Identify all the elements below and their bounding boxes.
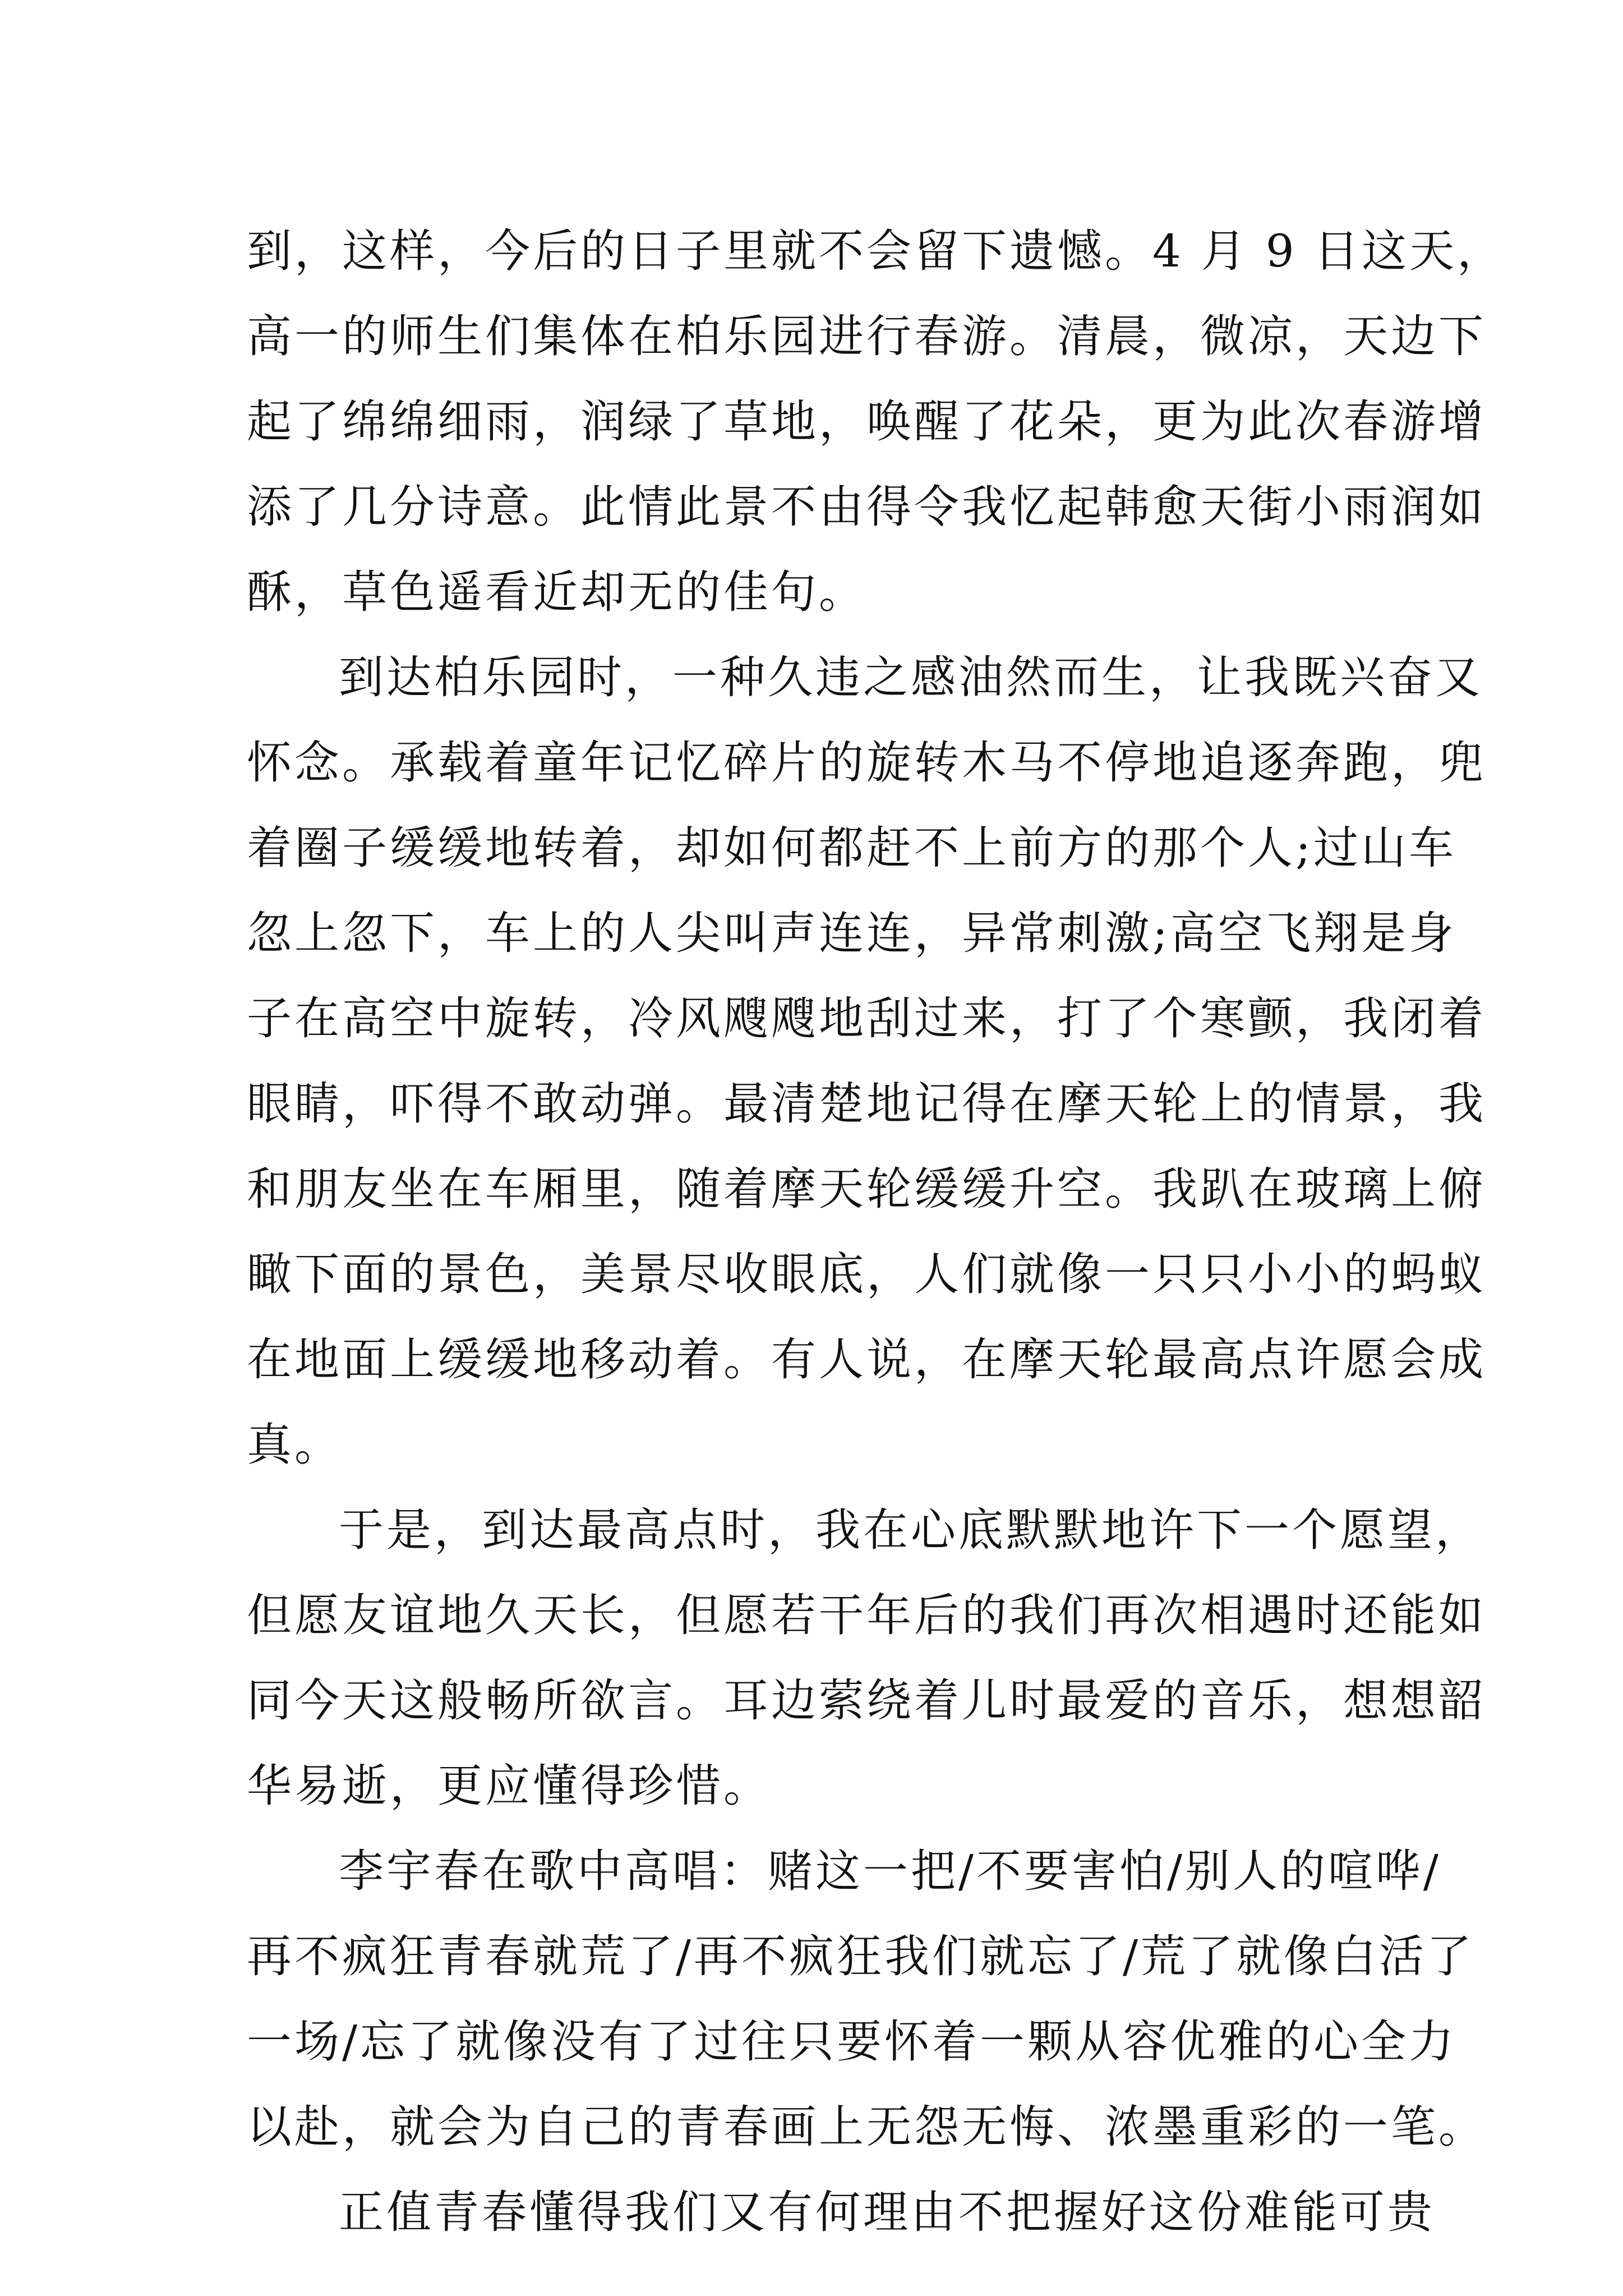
text-line: 忽上忽下，车上的人尖叫声连连，异常刺激;高空飞翔是身 bbox=[247, 907, 1456, 959]
paragraph-2 bbox=[247, 635, 1486, 1488]
paragraph-3 bbox=[247, 1488, 1486, 1829]
text-line: 以赴，就会为自己的青春画上无怨无悔、浓墨重彩的一笔。 bbox=[247, 2101, 1486, 2153]
text-line: 正值青春懂得我们又有何理由不把握好这份难能可贵 bbox=[339, 2186, 1435, 2238]
text-line: 眼睛，吓得不敢动弹。最清楚地记得在摩天轮上的情景，我 bbox=[247, 1078, 1486, 1130]
paragraph-4 bbox=[247, 1829, 1486, 2170]
paragraph-5 bbox=[247, 2170, 1435, 2255]
text-line: 但愿友谊地久天长，但愿若干年后的我们再次相遇时还能如 bbox=[247, 1589, 1486, 1641]
text-line: 着圈子缓缓地转着，却如何都赶不上前方的那个人;过山车 bbox=[247, 822, 1456, 874]
text-line: 真。 bbox=[247, 1419, 342, 1471]
paragraph-1 bbox=[247, 209, 1505, 635]
text-line: 酥，草色遥看近却无的佳句。 bbox=[247, 566, 866, 618]
text-line: 在地面上缓缓地移动着。有人说，在摩天轮最高点许愿会成 bbox=[247, 1333, 1486, 1386]
text-line: 和朋友坐在车厢里，随着摩天轮缓缓升空。我趴在玻璃上俯 bbox=[247, 1163, 1486, 1215]
document-body bbox=[247, 209, 1505, 2255]
text-line: 子在高空中旋转，冷风飕飕地刮过来，打了个寒颤，我闭着 bbox=[247, 992, 1486, 1045]
text-line: 瞰下面的景色，美景尽收眼底，人们就像一只只小小的蚂蚁 bbox=[247, 1248, 1486, 1300]
text-line: 一场/忘了就像没有了过往只要怀着一颗从容优雅的心全力 bbox=[247, 2016, 1456, 2068]
text-line: 李宇春在歌中高唱：赌这一把/不要害怕/别人的喧哗/ bbox=[339, 1845, 1441, 1897]
text-line: 华易逝，更应懂得珍惜。 bbox=[247, 1760, 771, 1812]
text-line: 起了绵绵细雨，润绿了草地，唤醒了花朵，更为此次春游增 bbox=[247, 395, 1486, 448]
text-line: 怀念。承载着童年记忆碎片的旋转木马不停地追逐奔跑，兜 bbox=[247, 737, 1486, 789]
text-line: 再不疯狂青春就荒了/再不疯狂我们就忘了/荒了就像白活了 bbox=[247, 1930, 1474, 1982]
text-line: 于是，到达最高点时，我在心底默默地许下一个愿望， bbox=[339, 1504, 1483, 1556]
text-line: 到，这样，今后的日子里就不会留下遗憾。4 月 9 日这天， bbox=[247, 225, 1505, 277]
text-line: 到达柏乐园时，一种久违之感油然而生，让我既兴奋又 bbox=[339, 651, 1483, 703]
text-line: 添了几分诗意。此情此景不由得令我忆起韩愈天街小雨润如 bbox=[247, 481, 1486, 533]
text-line: 同今天这般畅所欲言。耳边萦绕着儿时最爱的音乐，想想韶 bbox=[247, 1674, 1486, 1727]
text-line: 高一的师生们集体在柏乐园进行春游。清晨，微凉，天边下 bbox=[247, 310, 1486, 362]
